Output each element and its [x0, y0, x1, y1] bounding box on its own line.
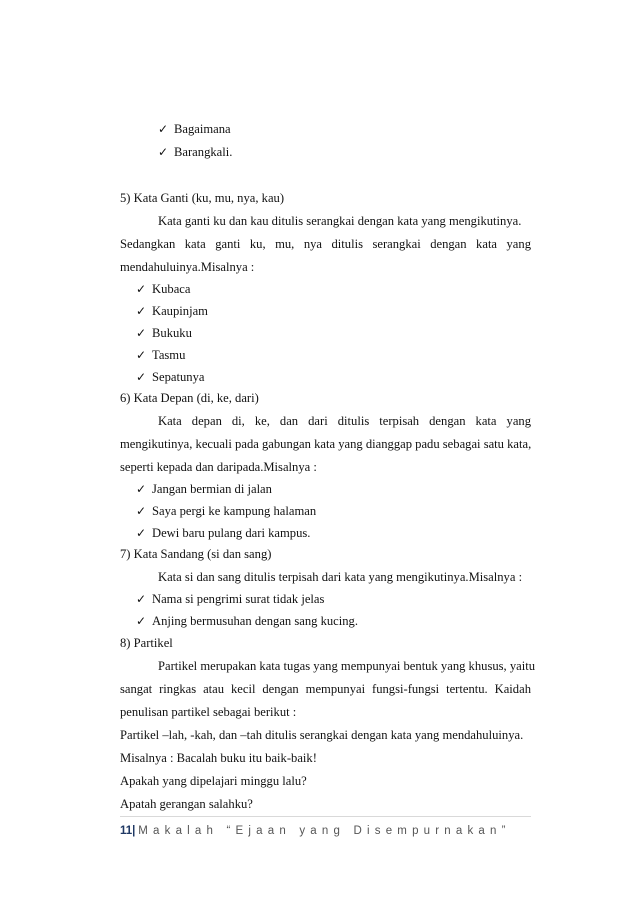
list-item — [136, 369, 204, 385]
list-item-text: Saya pergi ke kampung halaman — [152, 504, 317, 518]
checkmark-icon: ✓ — [136, 348, 147, 362]
list-item-text: Tasmu — [152, 348, 186, 362]
list-item — [136, 325, 192, 341]
page-number: 11| — [120, 825, 136, 837]
section-heading: 8) Partikel — [120, 636, 173, 650]
list-item-text: Nama si pengrimi surat tidak jelas — [152, 592, 325, 606]
list-item — [136, 503, 316, 519]
list-item — [158, 121, 231, 137]
list-item-text: Bagaimana — [174, 122, 231, 136]
paragraph-line: sangat ringkas atau kecil dengan mempunyai fungsi-fungsi tertentu. Kaidah — [120, 682, 531, 696]
paragraph-line: seperti kepada dan daripada.Misalnya : — [120, 460, 317, 474]
checkmark-icon: ✓ — [136, 526, 147, 540]
list-item — [136, 303, 208, 319]
list-item-text: Anjing bermusuhan dengan sang kucing. — [152, 614, 359, 628]
paragraph-line: Misalnya : Bacalah buku itu baik-baik! — [120, 751, 317, 765]
paragraph-line: Kata si dan sang ditulis terpisah dari kata yang mengikutinya.Misalnya : — [158, 570, 523, 584]
list-item — [136, 613, 358, 629]
list-item-text: Kubaca — [152, 282, 191, 296]
paragraph-line: mengikutinya, kecuali pada gabungan kata yang dianggap padu sebagai satu kata, — [120, 437, 532, 451]
paragraph-line: Sedangkan kata ganti ku, mu, nya ditulis serangkai dengan kata yang — [120, 237, 531, 251]
paragraph-line: Partikel –lah, -kah, dan –tah ditulis serangkai dengan kata yang mendahuluinya. — [120, 728, 524, 742]
section-heading: 7) Kata Sandang (si dan sang) — [120, 547, 272, 561]
list-item-text: Bukuku — [152, 326, 192, 340]
list-item — [136, 347, 185, 363]
checkmark-icon: ✓ — [136, 482, 147, 496]
paragraph-line: mendahuluinya.Misalnya : — [120, 260, 255, 274]
checkmark-icon: ✓ — [136, 326, 147, 340]
paragraph-line: penulisan partikel sebagai berikut : — [120, 705, 297, 719]
list-item-text: Kaupinjam — [152, 304, 208, 318]
list-item — [136, 281, 190, 297]
list-item — [136, 525, 310, 541]
section-heading: 5) Kata Ganti (ku, mu, nya, kau) — [120, 191, 285, 205]
paragraph-line: Kata depan di, ke, dan dari ditulis terpisah dengan kata yang — [158, 414, 531, 428]
checkmark-icon: ✓ — [136, 504, 147, 518]
footer-title: Makalah “Ejaan yang Disempurnakan” — [138, 825, 511, 837]
list-item-text: Jangan bermian di jalan — [152, 482, 272, 496]
section-heading: 6) Kata Depan (di, ke, dari) — [120, 391, 259, 405]
checkmark-icon: ✓ — [136, 282, 147, 296]
list-item-text: Dewi baru pulang dari kampus. — [152, 526, 311, 540]
list-item — [136, 481, 272, 497]
paragraph-line: Apatah gerangan salahku? — [120, 797, 253, 811]
paragraph-line: Apakah yang dipelajari minggu lalu? — [120, 774, 307, 788]
page-footer — [120, 823, 511, 839]
paragraph-line: Partikel merupakan kata tugas yang mempunyai bentuk yang khusus, yaitu — [158, 659, 536, 673]
checkmark-icon: ✓ — [136, 592, 147, 606]
checkmark-icon: ✓ — [136, 614, 147, 628]
checkmark-icon: ✓ — [136, 304, 147, 318]
list-item-text: Sepatunya — [152, 370, 205, 384]
checkmark-icon: ✓ — [158, 122, 169, 136]
checkmark-icon: ✓ — [158, 145, 169, 159]
checkmark-icon: ✓ — [136, 370, 147, 384]
paragraph-line: Kata ganti ku dan kau ditulis serangkai dengan kata yang mengikutinya. — [158, 214, 522, 228]
list-item — [136, 591, 324, 607]
list-item-text: Barangkali. — [174, 145, 233, 159]
list-item — [158, 144, 232, 160]
footer-divider — [120, 816, 531, 817]
